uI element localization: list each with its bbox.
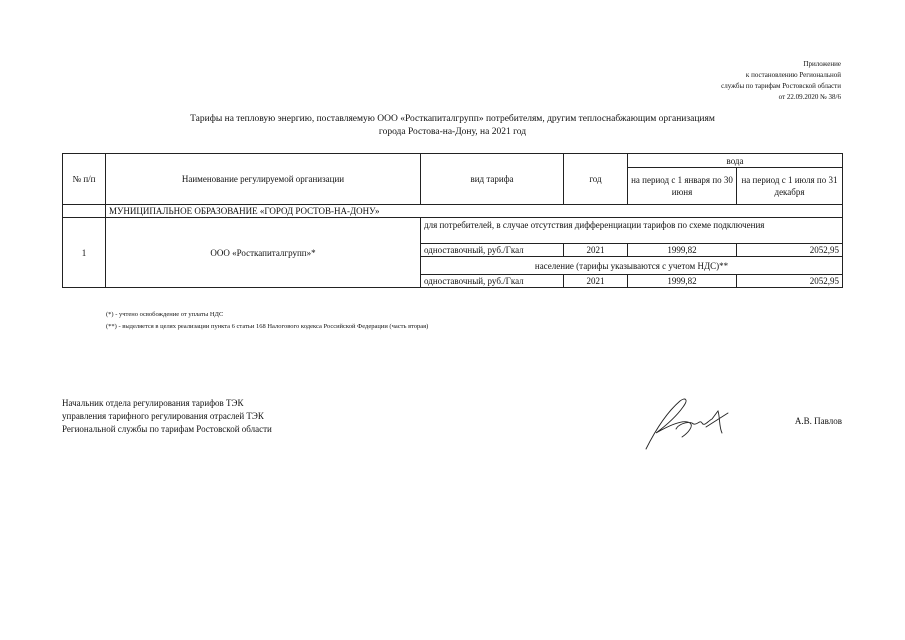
signer-name: А.В. Павлов [794,416,842,426]
document-title [0,113,905,139]
handwritten-signature [640,393,740,455]
footnote-1: (*) - учтено освобождение от уплаты НДС [106,311,224,318]
tariff-type-cell: одноставочный, руб./Гкал [421,275,564,288]
title-line-1: Тарифы на тепловую энергию, поставляемую ООО «Росткапиталгрупп» потребителям, другим теплоснабжающим организациям [190,114,715,124]
appendix-line-4: от 22.09.2020 № 38/6 [778,93,841,101]
footnote-2: (**) - выделяется в целях реализации пункта 6 статьи 168 Налогового кодекса Российской Федерации (часть вторая) [106,323,429,330]
year-cell: 2021 [564,275,628,288]
signatory-line-1: Начальник отдела регулирования тарифов ТЭК [62,398,244,408]
header-num: № п/п [63,154,106,205]
year-cell: 2021 [564,244,628,257]
section-2-label: население (тарифы указываются с учетом НДС)** [421,257,843,275]
header-year: год [564,154,628,205]
period-1-value: 1999,82 [628,275,737,288]
footnotes [106,309,428,333]
section-1-label: для потребителей, в случае отсутствия дифференциации тарифов по схеме подключения [421,218,843,244]
appendix-line-2: к постановлению Региональной [745,71,841,79]
municipality-row: МУНИЦИПАЛЬНОЕ ОБРАЗОВАНИЕ «ГОРОД РОСТОВ-НА-ДОНУ» [106,205,843,218]
signatory-line-3: Региональной службы по тарифам Ростовской области [62,424,272,434]
row-number: 1 [63,218,106,288]
period-2-value: 2052,95 [737,244,843,257]
title-line-2: города Ростова-на-Дону, на 2021 год [378,127,527,137]
tariff-table [62,153,843,288]
period-2-value: 2052,95 [737,275,843,288]
header-org: Наименование регулируемой организации [106,154,421,205]
signatory-line-2: управления тарифного регулирования отраслей ТЭК [62,411,264,421]
empty-cell [63,205,106,218]
appendix-header [721,59,841,103]
appendix-line-1: Приложение [803,60,841,68]
period-1-value: 1999,82 [628,244,737,257]
signatory-title [62,397,272,436]
tariff-type-cell: одноставочный, руб./Гкал [421,244,564,257]
organization-name: ООО «Росткапиталгрупп»* [106,218,421,288]
header-period-1: на период с 1 января по 30 июня [628,168,737,205]
header-period-2: на период с 1 июля по 31 декабря [737,168,843,205]
appendix-line-3: службы по тарифам Ростовской области [721,82,841,90]
header-tariff-type: вид тарифа [421,154,564,205]
header-water: вода [628,154,843,168]
